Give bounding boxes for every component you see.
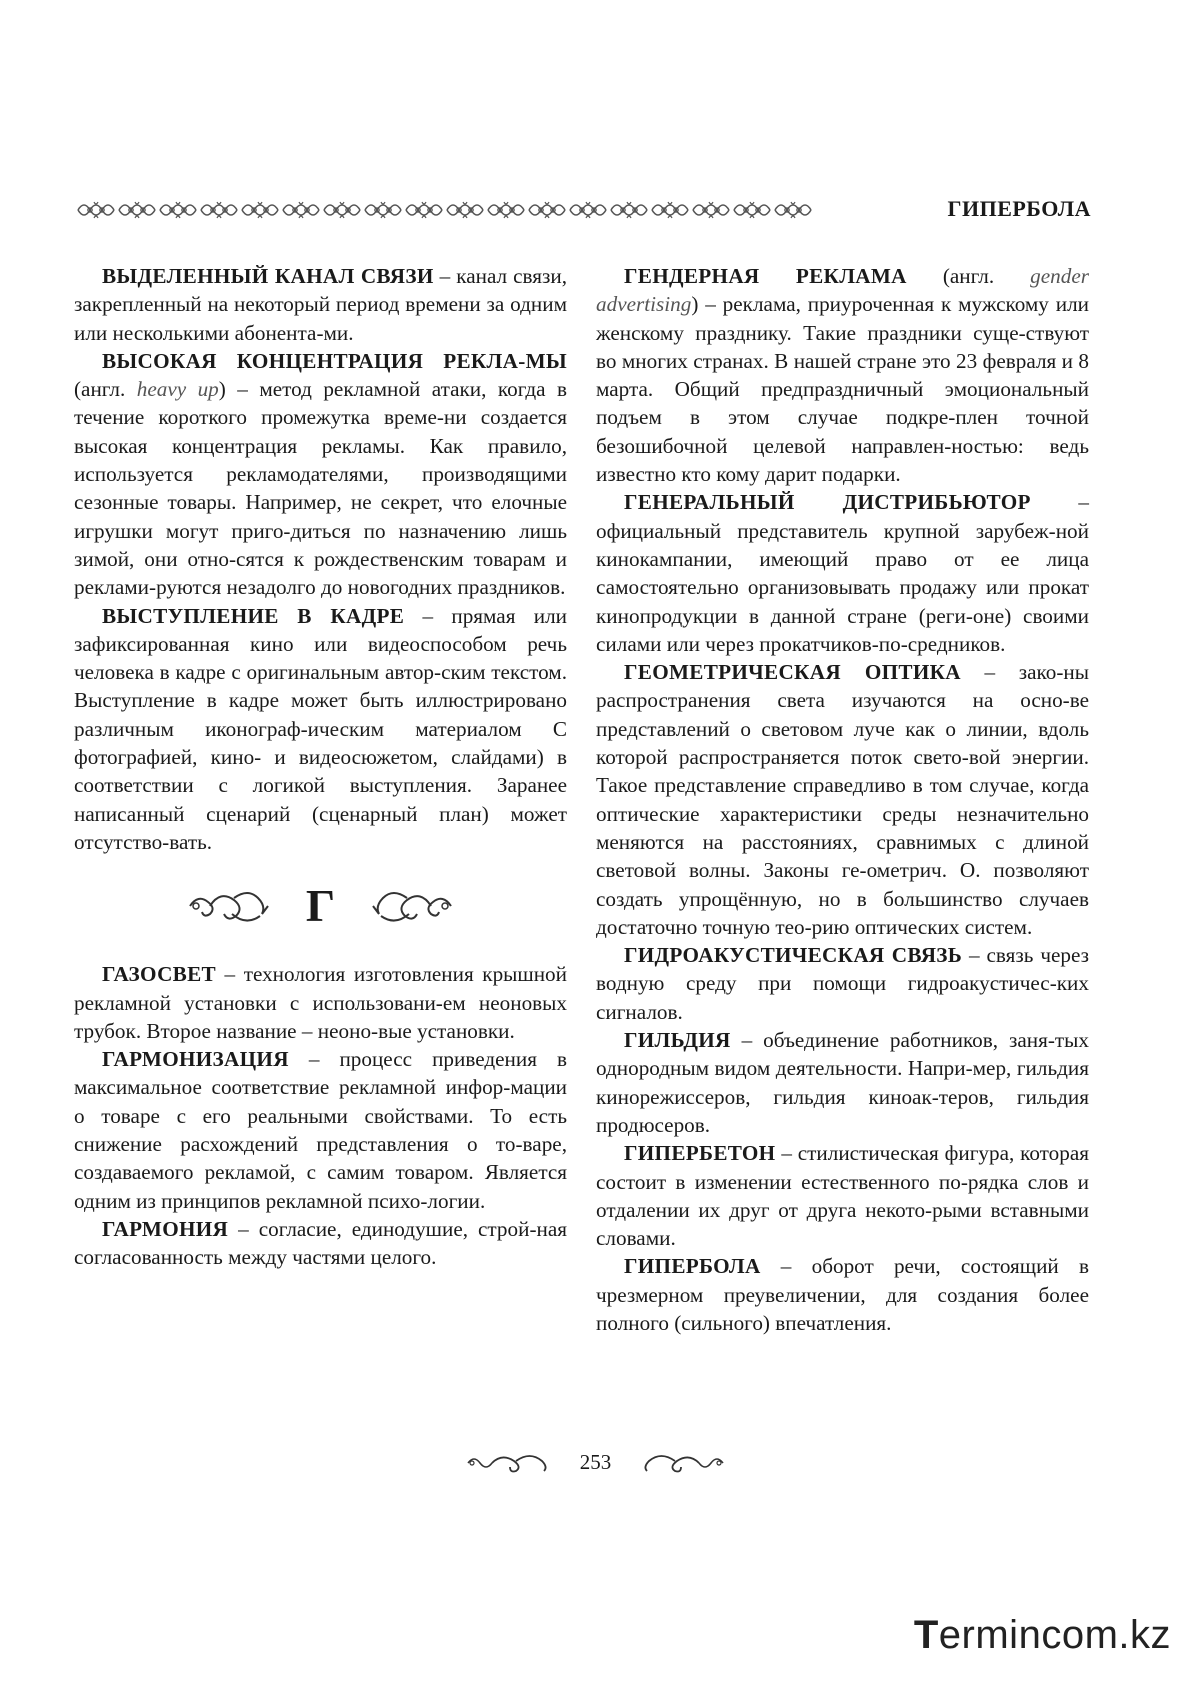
swirl-ornament-icon [186,884,270,928]
page-header [76,196,1091,226]
dictionary-entry [596,1252,1089,1337]
entry-prefix: (англ. [74,377,137,402]
entry-text: – стилистическая фигура, которая состоит в изменении естественного по-рядка слов и отдалении их друг от друга некото-рыми вставными словами. [596,1141,1089,1251]
entry-text: – оборот речи, состоящий в чрезмерном преувеличении, для создания более полного (сильного) впечатления. [596,1254,1089,1335]
entry-prefix: (англ. [906,264,1031,288]
dictionary-entry [74,1045,567,1215]
entry-text: – процесс приведения в максимальное соответствие рекламной инфор-мации о товаре с его реальными свойствами. То есть снижение расхождений представления о то-варе, создаваемого рекламой, с самим товаром. Является одним из принципов рекламной психо-логии. [74,1047,567,1213]
entry-term: ГАРМОНИЗАЦИЯ [102,1047,289,1072]
entry-text: – официальный представитель крупной зарубеж-ной кинокампании, имеющий право от ее лица самостоятельно организовывать продажу или прокат кинопродукции в данной стране (реги-оне) своими силами или через прокатчиков-по-средников. [596,490,1090,656]
watermark-text: ermincom.kz [938,1613,1171,1657]
section-letter-heading [74,866,567,946]
entry-term: ВЫДЕЛЕННЫЙ КАНАЛ СВЯЗИ [102,264,434,288]
entry-text: – технология изготовления крышной рекламной установки с использовани-ем неоновых трубок. Второе название – неоно-вые установки. [74,962,567,1043]
entry-latin: heavy up [136,377,219,402]
section-letter: Г [305,880,336,932]
dictionary-entry [596,1139,1089,1252]
entry-text: ) – метод рекламной атаки, когда в течение короткого промежутка време-ни создается высокая концентрация рекламы. Как правило, используется рекламодателями, производящими сезонные товары. Например, не секрет, что елочные игрушки могут приго-диться по назначению лишь зимой, они отно-сятся к рождественским товарам и реклами-руются незадолго до новогодних праздников. [74,377,567,600]
entry-text: ) – реклама, приуроченная к мужскому или женскому празднику. Такие праздники суще-ствуют во многих странах. В нашей стране это 23 февраля и 8 марта. Общий предпраздничный эмоциональный подъем в этом случае подкре-плен точной безошибочной целевой направлен-ностью: ведь известно кто кому дарит подарки. [596,292,1089,487]
entry-term: ГИПЕРБОЛА [624,1254,761,1279]
entry-term: ВЫСОКАЯ КОНЦЕНТРАЦИЯ РЕКЛА-МЫ [102,348,567,373]
site-watermark [914,1613,1171,1658]
entry-term: ГЕНЕРАЛЬНЫЙ ДИСТРИБЬЮТОР [624,490,1031,515]
entry-term: ГИЛЬДИЯ [624,1028,731,1053]
dictionary-entry [74,602,567,857]
dictionary-entry [596,262,1089,488]
dictionary-entry [74,262,567,347]
right-column [596,262,1089,1337]
entry-text: – объединение работников, заня-тых однородным видом деятельности. Напри-мер, гильдия кинорежиссеров, гильдия киноак-теров, гильдия продюсеров. [596,1028,1089,1137]
entry-term: ГАЗОСВЕТ [102,962,216,987]
entry-term: ГЕНДЕРНАЯ РЕКЛАМА [624,264,907,288]
dictionary-entry [596,1026,1089,1139]
page-number: 253 [579,1450,612,1474]
dictionary-entry [596,658,1089,941]
running-head: ГИПЕРБОЛА [947,196,1091,221]
ornament-border [76,198,814,222]
entry-term: ГЕОМЕТРИЧЕСКАЯ ОПТИКА [624,660,961,685]
entry-term: ВЫСТУПЛЕНИЕ В КАДРЕ [102,603,405,628]
entry-term: ГИДРОАКУСТИЧЕСКАЯ СВЯЗЬ [624,943,963,968]
dictionary-entry [596,941,1089,1026]
footer-ornament-icon [641,1451,727,1475]
left-column [74,262,567,1272]
footer-ornament-icon [464,1451,550,1475]
swirl-ornament-icon [371,884,455,928]
dictionary-entry [596,488,1089,658]
entry-text: – прямая или зафиксированная кино или видеоспособом речь человека в кадре с оригинальным автор-ским текстом. Выступление в кадре может быть иллюстрировано различным иконограф-ическим материалом С фотографией, кино- и видеосюжетом, слайдами) в соответствии с логикой выступления. Заранее написанный сценарий (сценарный план) может отсутство-вать. [74,603,568,854]
entry-text: – согласие, единодушие, строй-ная согласованность между частями целого. [74,1216,567,1270]
dictionary-entry [74,1215,567,1272]
entry-term: ГАРМОНИЯ [102,1216,229,1241]
dictionary-entry [74,960,567,1045]
dictionary-entry [74,347,567,602]
entry-text: – зако-ны распространения света изучаются на осно-ве представлений о световом луче как о линии, вдоль которой распространяется поток свето-вой энергии. Такое представление справедливо в том случае, когда оптические характеристики среды незначительно меняются на расстояниях, сравнимых с длиной световой волны. Законы ге-ометрич. О. позволяют создать упрощённую, но в большинство случаев достаточно точную тео-рию оптических систем. [596,660,1089,939]
entry-latin: gender advertising [596,264,1089,317]
watermark-initial: T [913,1613,939,1657]
page-footer [0,1450,1191,1475]
entry-text: – связь через водную среду при помощи гидроакустичес-ких сигналов. [596,943,1090,1024]
entry-text: – канал связи, закрепленный на некоторый период времени за одним или несколькими абонента-ми. [74,264,567,345]
entry-term: ГИПЕРБЕТОН [624,1141,776,1166]
